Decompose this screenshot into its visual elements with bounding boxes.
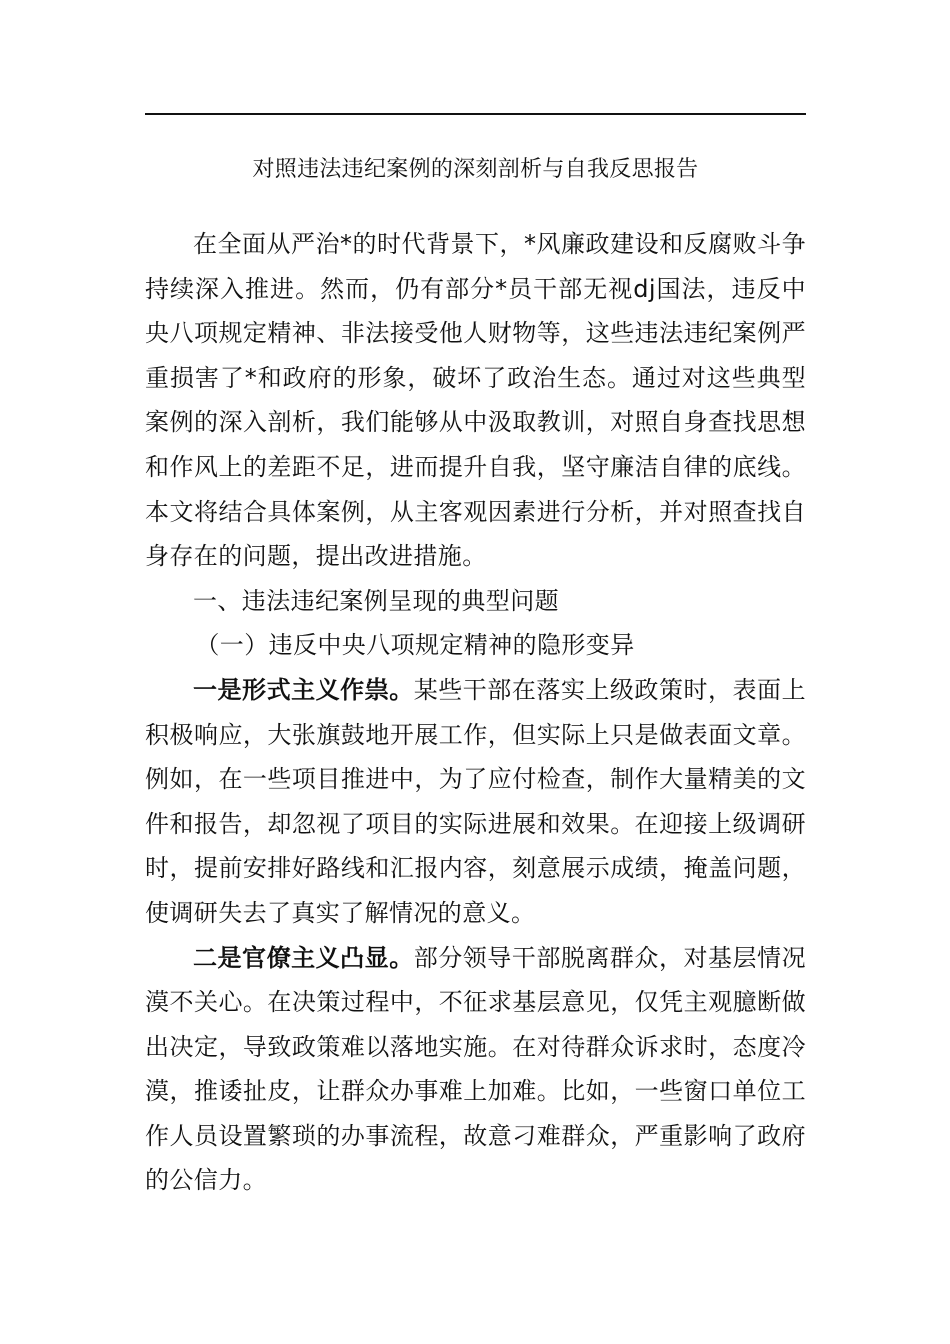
- document-body: [145, 222, 806, 1203]
- document-title: 对照违法违纪案例的深刻剖析与自我反思报告: [252, 157, 699, 182]
- point-text: 某些干部在落实上级政策时，表面上积极响应，大张旗鼓地开展工作，但实际上只是做表面文章。例如，在一些项目推进中，为了应付检查，制作大量精美的文件和报告，却忽视了项目的实际进展和效果。在迎接上级调研时，提前安排好路线和汇报内容，刻意展示成绩，掩盖问题，使调研失去了真实了解情况的意义。: [145, 675, 806, 927]
- subsection-heading: （一）违反中央八项规定精神的隐形变异: [195, 631, 635, 660]
- section-heading: 一、违法违纪案例呈现的典型问题: [193, 586, 559, 615]
- point-lead: 一是形式主义作祟。: [193, 675, 414, 704]
- point-paragraph: [145, 668, 806, 936]
- point-paragraph: [145, 936, 806, 1204]
- intro-paragraph: 在全面从严治*的时代背景下，*风廉政建设和反腐败斗争持续深入推进。然而，仍有部分*员干部无视dj国法，违反中央八项规定精神、非法接受他人财物等，这些违法违纪案例严重损害了*和政府的形象，破坏了政治生态。通过对这些典型案例的深入剖析，我们能够从中汲取教训，对照自身查找思想和作风上的差距不足，进而提升自我，坚守廉洁自律的底线。本文将结合具体案例，从主客观因素进行分析，并对照查找自身存在的问题，提出改进措施。: [145, 230, 806, 571]
- point-text: 部分领导干部脱离群众，对基层情况漠不关心。在决策过程中，不征求基层意见，仅凭主观臆断做出决定，导致政策难以落地实施。在对待群众诉求时，态度冷漠，推诿扯皮，让群众办事难上加难。比如，一些窗口单位工作人员设置繁琐的办事流程，故意刁难群众，严重影响了政府的公信力。: [145, 943, 806, 1195]
- point-lead: 二是官僚主义凸显。: [193, 943, 414, 972]
- header-rule: [145, 113, 806, 115]
